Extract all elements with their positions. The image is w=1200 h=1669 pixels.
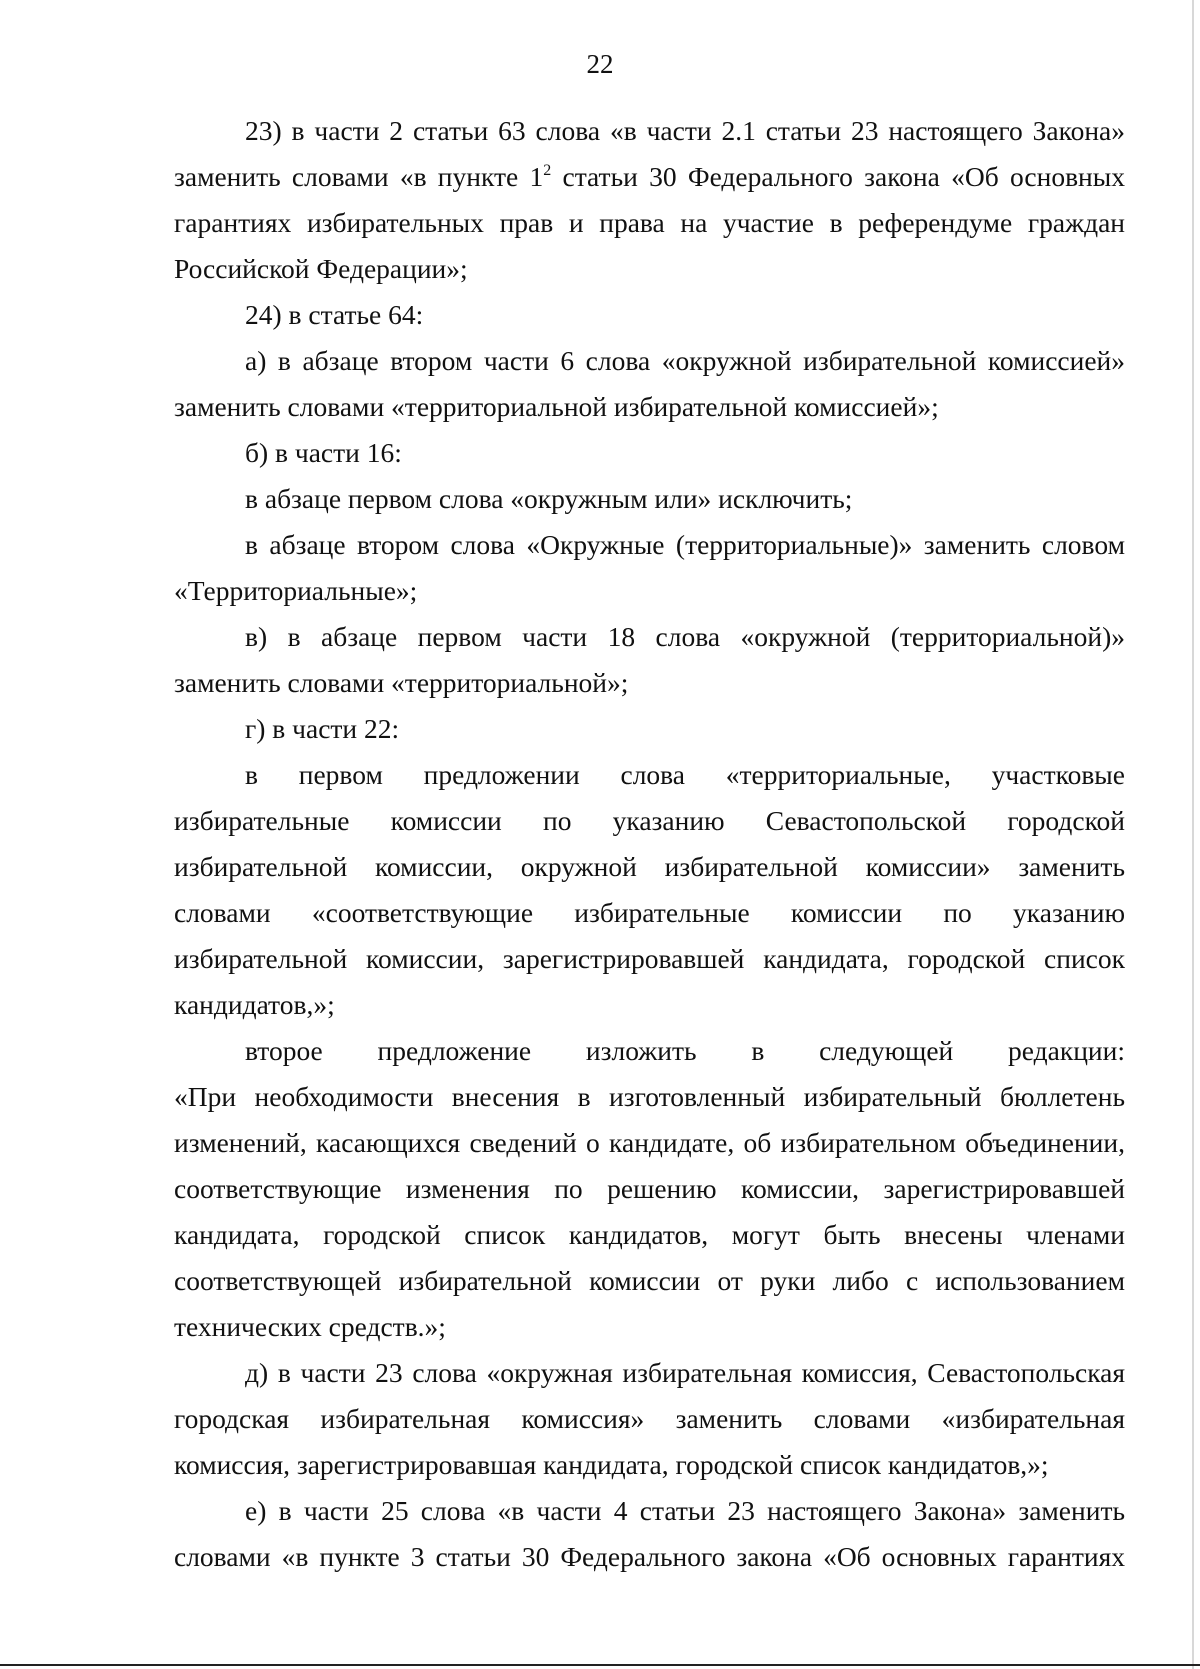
document-body: [174, 108, 1125, 1580]
text-line: а) в абзаце втором части 6 слова «окружной избирательной комиссией»: [245, 345, 1125, 376]
text-line: словами «соответствующие избирательные комиссии по указанию: [174, 897, 1125, 928]
scan-bottom-edge: [0, 1664, 1200, 1666]
text-line: Российской Федерации»;: [174, 253, 468, 284]
text-line: кандидатов,»;: [174, 989, 335, 1020]
text-line: [174, 154, 1125, 200]
text-line: городская избирательная комиссия» заменить словами «избирательная: [174, 1403, 1125, 1434]
text-line: д) в части 23 слова «окружная избирательная комиссия, Севастопольская: [245, 1357, 1125, 1388]
text-line: е) в части 25 слова «в части 4 статьи 23 настоящего Закона» заменить: [245, 1495, 1125, 1526]
text-line: заменить словами «территориальной избирательной комиссией»;: [174, 391, 939, 422]
text-line: избирательные комиссии по указанию Севастопольской городской: [174, 805, 1125, 836]
text-line: «При необходимости внесения в изготовленный избирательный бюллетень: [174, 1081, 1125, 1112]
text-line: соответствующие изменения по решению комиссии, зарегистрировавшей: [174, 1173, 1125, 1204]
text-line: в первом предложении слова «территориальные, участковые: [245, 759, 1125, 790]
text-line: 23) в части 2 статьи 63 слова «в части 2.1 статьи 23 настоящего Закона»: [245, 115, 1125, 146]
text-line: технических средств.»;: [174, 1311, 446, 1342]
text-line: избирательной комиссии, зарегистрировавшей кандидата, городской список: [174, 943, 1125, 974]
text-line-part: заменить словами «в пункте 1: [174, 161, 544, 192]
text-line: в) в абзаце первом части 18 слова «окружной (территориальной)»: [245, 621, 1125, 652]
text-line: в абзаце втором слова «Окружные (территориальные)» заменить словом: [245, 529, 1125, 560]
scan-right-edge: [1192, 0, 1194, 1669]
text-line: б) в части 16:: [245, 437, 402, 468]
text-line: гарантиях избирательных прав и права на участие в референдуме граждан: [174, 207, 1125, 238]
text-line: изменений, касающихся сведений о кандидате, об избирательном объединении,: [174, 1127, 1125, 1158]
text-line: второе предложение изложить в следующей редакции:: [245, 1035, 1125, 1066]
text-line-part: статьи 30 Федерального закона «Об основных: [551, 161, 1126, 192]
text-line: словами «в пункте 3 статьи 30 Федерального закона «Об основных гарантиях: [174, 1541, 1125, 1572]
text-line: комиссия, зарегистрировавшая кандидата, городской список кандидатов,»;: [174, 1449, 1049, 1480]
text-line: 24) в статье 64:: [245, 299, 424, 330]
page-number: 22: [586, 49, 614, 79]
text-line: «Территориальные»;: [174, 575, 418, 606]
text-line: соответствующей избирательной комиссии от руки либо с использованием: [174, 1265, 1125, 1296]
text-line: г) в части 22:: [245, 713, 400, 744]
text-line: кандидата, городской список кандидатов, могут быть внесены членами: [174, 1219, 1125, 1250]
text-line: в абзаце первом слова «окружным или» исключить;: [245, 483, 853, 514]
superscript: 2: [543, 162, 552, 179]
text-line: избирательной комиссии, окружной избирательной комиссии» заменить: [174, 851, 1125, 882]
text-line: заменить словами «территориальной»;: [174, 667, 629, 698]
